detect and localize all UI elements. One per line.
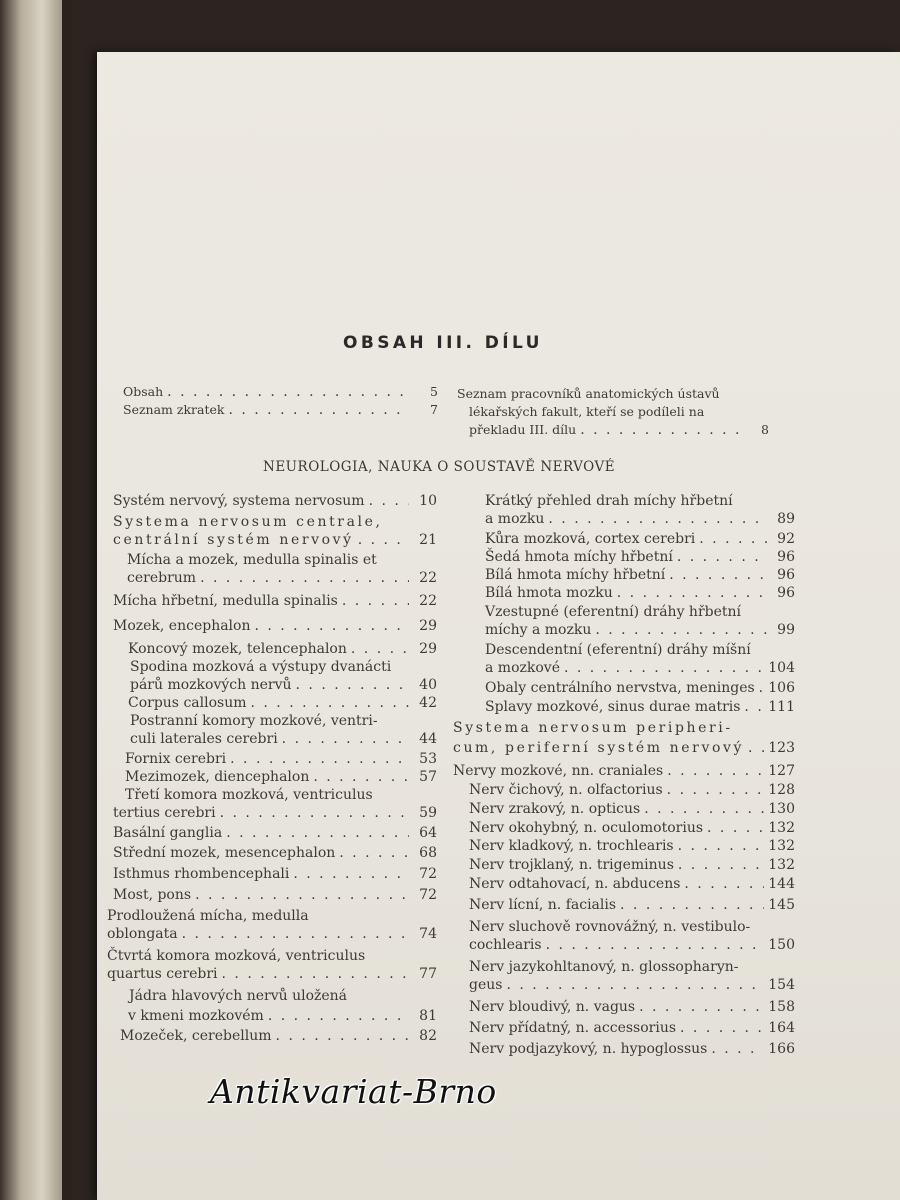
- toc-entry: [469, 976, 795, 994]
- entry-page: 144: [768, 876, 795, 892]
- toc-entry: [127, 569, 437, 587]
- toc-entry: [113, 492, 437, 510]
- toc-entry: [469, 918, 795, 936]
- entry-text: Obsah: [123, 384, 164, 399]
- entry-text: Střední mozek, mesencephalon: [113, 845, 336, 861]
- entry-text: Nerv čichový, n. olfactorius: [469, 782, 663, 798]
- entry-page: 158: [768, 999, 795, 1015]
- entry-text: Čtvrtá komora mozková, ventriculus: [107, 948, 366, 964]
- toc-entry: [113, 531, 437, 549]
- entry-text: Kůra mozková, cortex cerebri: [485, 531, 696, 547]
- toc-entry: [107, 965, 437, 983]
- entry-text: a mozku: [485, 511, 545, 527]
- entry-page: 10: [419, 493, 437, 509]
- entry-text: Nerv zrakový, n. opticus: [469, 801, 641, 817]
- entry-page: 53: [419, 751, 437, 767]
- toc-entry: [128, 694, 437, 712]
- entry-page: 132: [768, 838, 795, 854]
- toc-entry: [120, 1027, 437, 1045]
- toc-entry: [128, 640, 437, 658]
- watermark: Antikvariat-Brno: [210, 1072, 497, 1111]
- entry-page: 59: [419, 805, 437, 821]
- toc-entry: [453, 739, 795, 757]
- toc-entry: [453, 719, 795, 737]
- toc-entry: [485, 548, 795, 566]
- entry-page: 72: [419, 866, 437, 882]
- entry-text: Splavy mozkové, sinus durae matris: [485, 699, 741, 715]
- front-entry-obsah: [123, 383, 438, 401]
- entry-page: 74: [419, 926, 437, 942]
- toc-entry: [453, 762, 795, 780]
- entry-text: cochlearis: [469, 937, 542, 953]
- entry-page: 132: [768, 857, 795, 873]
- book-page: [97, 52, 900, 1200]
- entry-text: Bílá hmota míchy hřbetní: [485, 567, 666, 583]
- toc-entry: [113, 804, 437, 822]
- entry-text: Vzestupné (eferentní) dráhy hřbetní: [485, 604, 742, 620]
- entry-text: míchy a mozku: [485, 622, 592, 638]
- entry-page: 89: [777, 511, 795, 527]
- entry-page: 44: [419, 731, 437, 747]
- toc-entry: [113, 865, 437, 883]
- entry-page: 22: [419, 593, 437, 609]
- section-title: NEUROLOGIA, NAUKA O SOUSTAVĚ NERVOVÉ: [263, 459, 616, 475]
- toc-entry: [485, 492, 795, 510]
- entry-page: 96: [777, 585, 795, 601]
- entry-text: Nerv podjazykový, n. hypoglossus: [469, 1041, 708, 1057]
- toc-entry: [127, 551, 437, 569]
- entry-text: Systema nervosum peripheri-: [453, 720, 733, 736]
- toc-entry: [485, 510, 795, 528]
- entry-page: 72: [419, 887, 437, 903]
- entry-text: Spodina mozková a výstupy dvanácti: [130, 659, 392, 675]
- entry-text: Mezimozek, diencephalon: [125, 769, 310, 785]
- entry-page: 81: [419, 1008, 437, 1024]
- toc-entry: [469, 1019, 795, 1037]
- entry-text: Nerv jazykohltanový, n. glossopharyn-: [469, 959, 739, 975]
- toc-entry: [485, 584, 795, 602]
- entry-text: Descendentní (eferentní) dráhy míšní: [485, 642, 751, 658]
- entry-text: Fornix cerebri: [125, 751, 227, 767]
- entry-text: Nerv bloudivý, n. vagus: [469, 999, 636, 1015]
- entry-page: 96: [777, 549, 795, 565]
- entry-text: Nerv odtahovací, n. abducens: [469, 876, 681, 892]
- entry-text: Šedá hmota míchy hřbetní: [485, 549, 673, 565]
- entry-page: 82: [419, 1028, 437, 1044]
- entry-text: tertius cerebri: [113, 805, 216, 821]
- toc-entry: [485, 566, 795, 584]
- entry-page: 130: [768, 801, 795, 817]
- entry-text: geus: [469, 977, 503, 993]
- toc-entry: [485, 603, 795, 621]
- entry-page: 77: [419, 966, 437, 982]
- entry-text: párů mozkových nervů: [130, 677, 292, 693]
- entry-text: v kmeni mozkovém: [128, 1008, 264, 1024]
- entry-text: Postranní komory mozkové, ventri-: [130, 713, 378, 729]
- toc-entry: [125, 786, 437, 804]
- entry-text: Isthmus rhombencephali: [113, 866, 290, 882]
- entry-page: 92: [777, 531, 795, 547]
- entry-text: Třetí komora mozková, ventriculus: [125, 787, 373, 803]
- toc-entry: [485, 641, 795, 659]
- front-entry-zkratky: [123, 401, 438, 419]
- entry-text: Mícha hřbetní, medulla spinalis: [113, 593, 338, 609]
- toc-entry: [128, 1007, 437, 1025]
- entry-text: Basální ganglia: [113, 825, 223, 841]
- toc-entry: [107, 925, 437, 943]
- entry-page: 128: [768, 782, 795, 798]
- entry-text: Systema nervosum centrale,: [113, 514, 383, 530]
- toc-entry: [469, 837, 795, 855]
- entry-text: centrální systém nervový: [113, 532, 354, 548]
- entry-page: 111: [768, 699, 795, 715]
- entry-text: překladu III. dílu: [469, 422, 577, 437]
- toc-entry: [130, 712, 437, 730]
- entry-page: 21: [419, 532, 437, 548]
- entry-text: quartus cerebri: [107, 966, 218, 982]
- toc-entry: [469, 958, 795, 976]
- entry-text: Seznam zkratek: [123, 402, 225, 417]
- entry-text: Koncový mozek, telencephalon: [128, 641, 347, 657]
- entry-text: Nerv přídatný, n. accessorius: [469, 1020, 677, 1036]
- toc-entry: [130, 730, 437, 748]
- entry-page: 154: [768, 977, 795, 993]
- entry-page: 22: [419, 570, 437, 586]
- entry-text: Bílá hmota mozku: [485, 585, 613, 601]
- toc-entry: [113, 886, 437, 904]
- entry-text: Krátký přehled drah míchy hřbetní: [485, 493, 733, 509]
- entry-text: Mozek, encephalon: [113, 618, 251, 634]
- entry-text: Prodloužená mícha, medulla: [107, 908, 309, 924]
- entry-text: oblongata: [107, 926, 178, 942]
- toc-entry: [469, 896, 795, 914]
- toc-entry: [469, 856, 795, 874]
- toc-entry: [485, 679, 795, 697]
- toc-entry: [469, 1040, 795, 1058]
- front-right-line-2: lékařských fakult, kteří se podíleli na: [469, 404, 705, 419]
- entry-page: 68: [419, 845, 437, 861]
- entry-page: 99: [777, 622, 795, 638]
- entry-page: 64: [419, 825, 437, 841]
- toc-entry: [469, 800, 795, 818]
- toc-entry: [130, 658, 437, 676]
- toc-entry: [107, 907, 437, 925]
- toc-entry: [113, 592, 437, 610]
- entry-page: 164: [768, 1020, 795, 1036]
- toc-entry: [113, 824, 437, 842]
- entry-page: 123: [768, 740, 795, 756]
- entry-text: Most, pons: [113, 887, 192, 903]
- toc-entry: [113, 844, 437, 862]
- toc-entry: [485, 659, 795, 677]
- entry-text: Corpus callosum: [128, 695, 247, 711]
- entry-page: 7: [430, 402, 438, 417]
- toc-entry: [113, 513, 437, 531]
- toc-entry: [113, 617, 437, 635]
- entry-text: Mícha a mozek, medulla spinalis et: [127, 552, 377, 568]
- front-entry-pracovnici: [469, 421, 769, 439]
- toc-entry: [130, 676, 437, 694]
- toc-entry: [469, 936, 795, 954]
- toc-entry: [469, 875, 795, 893]
- toc-entry: [125, 768, 437, 786]
- entry-page: 40: [419, 677, 437, 693]
- entry-text: Nerv sluchově rovnovážný, n. vestibulo-: [469, 919, 751, 935]
- toc-entry: [485, 698, 795, 716]
- entry-page: 57: [419, 769, 437, 785]
- entry-text: Jádra hlavových nervů uložená: [129, 988, 348, 1004]
- entry-text: Mozeček, cerebellum: [120, 1028, 272, 1044]
- spine-edge: [62, 0, 72, 1200]
- entry-page: 96: [777, 567, 795, 583]
- entry-text: Nerv kladkový, n. trochlearis: [469, 838, 674, 854]
- entry-text: Nerv trojklaný, n. trigeminus: [469, 857, 674, 873]
- toc-entry: [125, 750, 437, 768]
- entry-text: Obaly centrálního nervstva, meninges: [485, 680, 755, 696]
- toc-entry: [129, 987, 437, 1005]
- entry-page: 150: [768, 937, 795, 953]
- entry-page: 5: [430, 384, 438, 399]
- entry-text: Systém nervový, systema nervosum: [113, 493, 365, 509]
- entry-text: cum, periferní systém nervový: [453, 740, 745, 756]
- entry-text: cerebrum: [127, 570, 197, 586]
- toc-entry: [469, 781, 795, 799]
- entry-text: Nerv okohybný, n. oculomotorius: [469, 820, 704, 836]
- toc-entry: [469, 998, 795, 1016]
- entry-page: 29: [419, 618, 437, 634]
- entry-page: 8: [761, 422, 769, 437]
- entry-page: 29: [419, 641, 437, 657]
- entry-text: Nerv lícní, n. facialis: [469, 897, 617, 913]
- page-title: OBSAH III. DÍLU: [343, 333, 543, 353]
- toc-entry: [485, 530, 795, 548]
- toc-entry: [107, 947, 437, 965]
- entry-page: 42: [419, 695, 437, 711]
- entry-page: 127: [768, 763, 795, 779]
- toc-entry: [485, 621, 795, 639]
- entry-text: culi laterales cerebri: [130, 731, 278, 747]
- entry-page: 106: [768, 680, 795, 696]
- toc-entry: [469, 819, 795, 837]
- entry-page: 166: [768, 1041, 795, 1057]
- entry-text: Nervy mozkové, nn. craniales: [453, 763, 664, 779]
- front-right-line-1: Seznam pracovníků anatomických ústavů: [457, 386, 720, 401]
- entry-page: 104: [768, 660, 795, 676]
- book-spine: [0, 0, 70, 1200]
- entry-page: 145: [768, 897, 795, 913]
- entry-page: 132: [768, 820, 795, 836]
- entry-text: a mozkové: [485, 660, 560, 676]
